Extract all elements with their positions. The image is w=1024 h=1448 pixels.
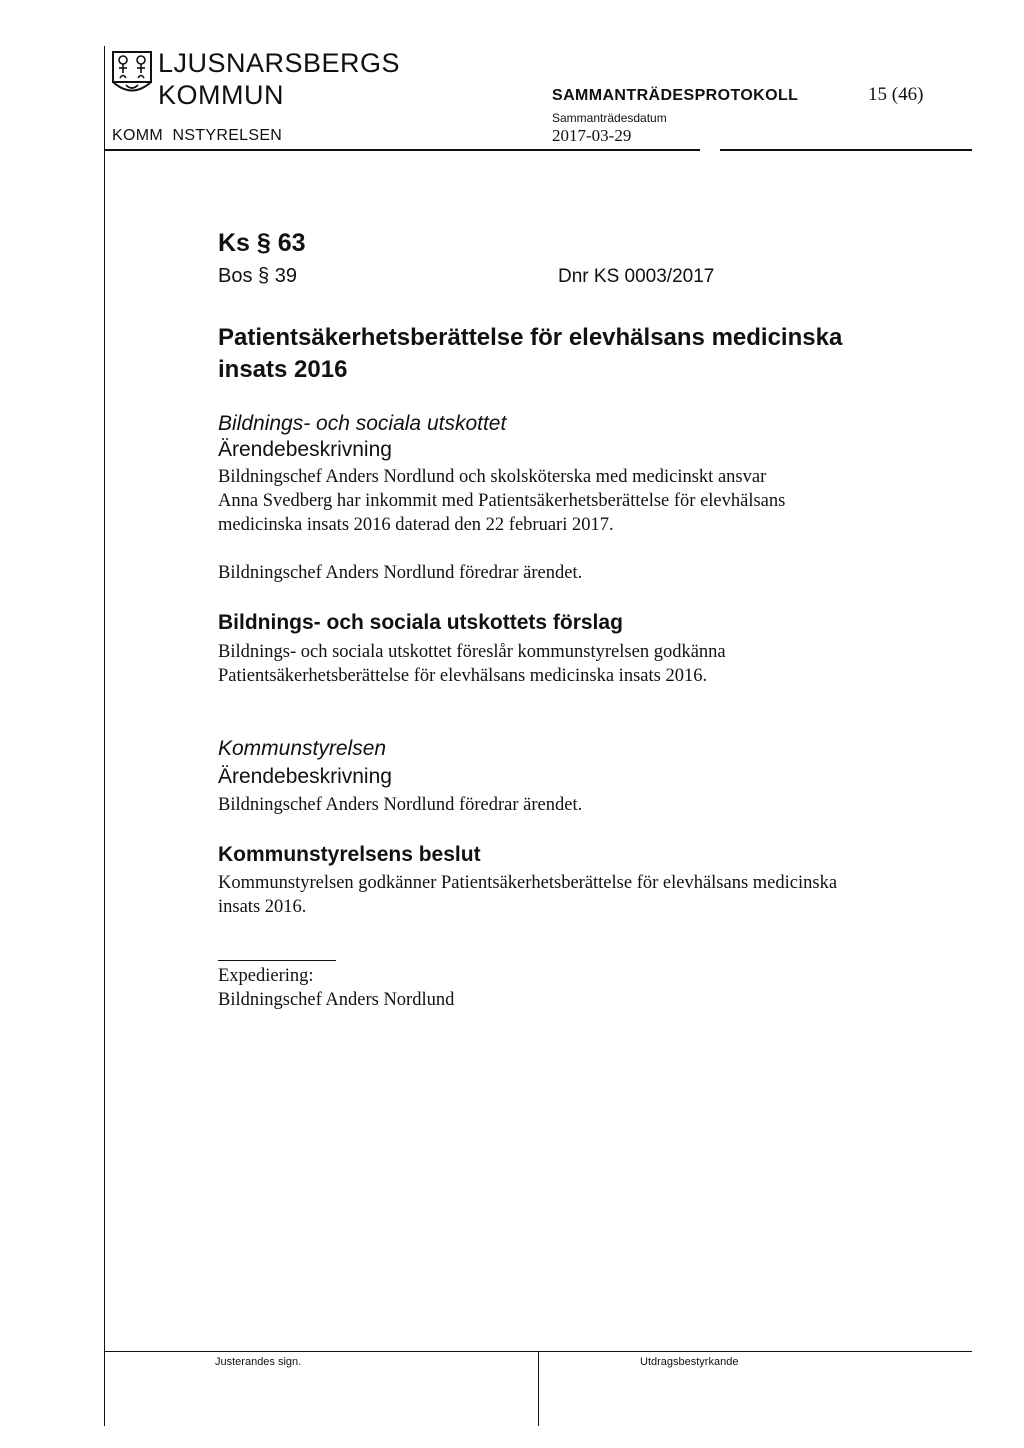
paragraph-line: Anna Svedberg har inkommit med Patientsäkerhetsberättelse för elevhälsans [218, 491, 786, 511]
case-title: Patientsäkerhetsberättelse för elevhälsans medicinska insats 2016 [218, 324, 843, 383]
page-number: 15 (46) [868, 84, 924, 105]
paragraph-line: medicinska insats 2016 daterad den 22 februari 2017. [218, 515, 614, 535]
header-rule-left [104, 149, 700, 151]
committee-name: Bildnings- och sociala utskottet [218, 412, 507, 435]
presenter-line: Bildningschef Anders Nordlund föredrar ärendet. [218, 795, 583, 815]
municipal-coat-of-arms-icon [112, 51, 152, 97]
distribution-rule [218, 960, 336, 961]
distribution-recipient: Bildningschef Anders Nordlund [218, 990, 455, 1010]
paragraph-line: insats 2016. [218, 897, 307, 917]
committee-name: Kommunstyrelsen [218, 737, 387, 760]
distribution-label: Expediering: [218, 966, 314, 986]
paragraph-line: Bildningschef Anders Nordlund och skolsköterska med medicinskt ansvar [218, 467, 767, 487]
ks-paragraph-number: Ks § 63 [218, 229, 306, 257]
document-type: SAMMANTRÄDESPROTOKOLL [552, 87, 799, 104]
decision-heading: Kommunstyrelsens beslut [218, 843, 481, 866]
meeting-date: 2017-03-29 [552, 126, 632, 145]
bos-paragraph-number: Bos § 39 [218, 265, 297, 287]
signature-label-utdragsbestyrkande: Utdragsbestyrkande [640, 1356, 739, 1368]
section-heading: Ärendebeskrivning [218, 765, 392, 788]
header-rule-right [720, 149, 972, 151]
organization-name-line2: KOMMUN [158, 80, 284, 110]
section-heading: Ärendebeskrivning [218, 438, 392, 461]
proposal-heading: Bildnings- och sociala utskottets förslag [218, 611, 623, 634]
department-name: KOMM NSTYRELSEN [112, 127, 283, 144]
meeting-date-label: Sammanträdesdatum [552, 111, 667, 125]
paragraph-line: Bildnings- och sociala utskottet föreslår kommunstyrelsen godkänna [218, 642, 726, 662]
paragraph-line: Patientsäkerhetsberättelse för elevhälsans medicinska insats 2016. [218, 666, 708, 686]
footer-divider [538, 1351, 539, 1426]
paragraph-line: Kommunstyrelsen godkänner Patientsäkerhetsberättelse för elevhälsans medicinska [218, 873, 838, 893]
presenter-line: Bildningschef Anders Nordlund föredrar ärendet. [218, 563, 583, 583]
organization-name-line1: LJUSNARSBERGS [158, 48, 401, 78]
signature-label-justerandes: Justerandes sign. [215, 1356, 302, 1368]
left-border [104, 46, 105, 1426]
case-registry-number: Dnr KS 0003/2017 [558, 266, 715, 287]
